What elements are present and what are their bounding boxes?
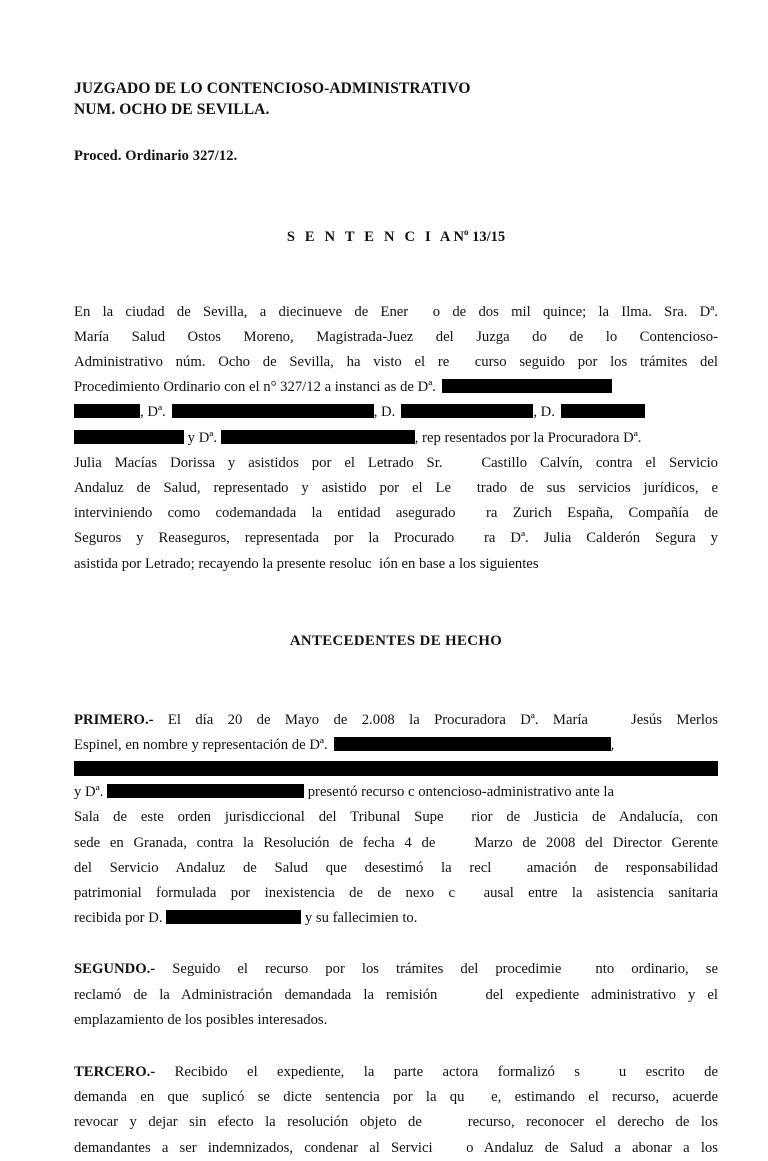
document-body [74, 0, 718, 1161]
tercero-line-1 [74, 1060, 718, 1085]
sentence-title-word: S E N T E N C I A [286, 228, 454, 245]
segundo-line-2: reclamó de la Administración demandada la remisión del expediente administrativo y el [74, 986, 718, 1003]
primero-line-1 [74, 708, 718, 733]
redaction-bar [74, 404, 140, 418]
procedure-reference: Proced. Ordinario 327/12. [74, 147, 238, 164]
primero-line-7: del Servicio Andaluz de Salud que desestimó la recl amación de responsabilidad [74, 859, 718, 876]
opening-line-9: interviniendo como codemandada la entidad asegurado ra Zurich España, Compañía de [74, 505, 718, 522]
paragraph-segundo [74, 957, 718, 1033]
tercero-lead: TERCERO.- [74, 1064, 156, 1081]
primero-line-9-tail: y su fallecimien to. [301, 910, 418, 927]
opening-line-5-seg-2: , D. [373, 404, 396, 421]
opening-line-5 [74, 400, 718, 425]
court-header [74, 78, 718, 121]
tercero-line-4: demandantes a ser indemnizados, condenar al Servici o Andaluz de Salud a abonar a los [74, 1139, 718, 1156]
opening-line-6-tail: , rep resentados por la Procuradora Dª. [414, 429, 642, 446]
opening-line-4-text: Procedimiento Ordinario con el n° 327/12 a instanci as de Dª. [74, 379, 436, 396]
primero-line-2: Espinel, en nombre y representación de Dª. , [74, 737, 615, 754]
segundo-lead: SEGUNDO.- [74, 961, 156, 978]
sentence-title [74, 227, 718, 246]
redaction-bar [107, 784, 304, 798]
segundo-line-1 [74, 957, 718, 982]
redaction-bar [172, 404, 374, 418]
opening-line-4 [74, 375, 718, 400]
opening-line-11: asistida por Letrado; recayendo la presente resoluc ión en base a los siguientes [74, 555, 539, 572]
redaction-bar [74, 430, 184, 444]
redaction-bar [166, 910, 301, 924]
primero-line-4-prefix: y Dª. [74, 784, 108, 801]
sentence-title-number-prefix: N [453, 228, 464, 245]
opening-paragraph [74, 300, 718, 577]
opening-line-6 [74, 426, 718, 451]
primero-line-5: Sala de este orden jurisdiccional del Tribunal Supe rior de Justicia de Andalucía, con [74, 809, 718, 826]
primero-line-9 [74, 906, 718, 931]
sentence-title-number: 13/15 [472, 228, 506, 245]
primero-line-2-text: Espinel, en nombre y representación de Dª. [74, 737, 328, 754]
primero-line-4-tail: presentó recurso c ontencioso-administrativo ante la [304, 784, 614, 801]
tercero-line-2: demanda en que suplicó se dicte sentencia por la qu e, estimando el recurso, acuerde [74, 1089, 718, 1106]
court-header-line-1: JUZGADO DE LO CONTENCIOSO-ADMINISTRATIVO [74, 80, 471, 97]
section-heading-antecedentes: ANTECEDENTES DE HECHO [289, 632, 503, 649]
opening-line-8: Andaluz de Salud, representado y asistido por el Le trado de sus servicios jurídicos, e [74, 480, 718, 496]
opening-line-1: En la ciudad de Sevilla, a diecinueve de Ener o de dos mil quince; la Ilma. Sra. Dª. [74, 303, 718, 320]
segundo-line-1-text: Seguido el recurso por los trámites del procedimie nto ordinario, se [155, 961, 718, 978]
court-header-line-2: NUM. OCHO DE SEVILLA. [74, 101, 270, 119]
primero-lead: PRIMERO.- [74, 711, 154, 728]
opening-line-5-seg-3: , D. [533, 404, 555, 421]
opening-line-2: María Salud Ostos Moreno, Magistrada-Juez del Juzga do de lo Contencioso- [74, 328, 718, 345]
primero-line-4 [74, 780, 718, 805]
redaction-bar-full-width [74, 761, 718, 776]
opening-line-6-seg-1: y Dª. [184, 429, 221, 446]
paragraph-tercero [74, 1060, 718, 1161]
opening-line-10: Seguros y Reaseguros, representada por la Procurado ra Dª. Julia Calderón Segura y [74, 530, 718, 547]
tercero-line-1-text: Recibido el expediente, la parte actora formalizó s u escrito de [155, 1064, 718, 1081]
primero-line-9-prefix: recibida por D. [74, 910, 167, 927]
primero-line-6: sede en Granada, contra la Resolución de fecha 4 de Marzo de 2008 del Director Gerente [74, 834, 718, 851]
primero-line-1-text: El día 20 de Mayo de 2.008 la Procuradora Dª. María Jesús Merlos [153, 711, 718, 728]
opening-line-7: Julia Macías Dorissa y asistidos por el Letrado Sr. Castillo Calvín, contra el Servicio [74, 454, 718, 471]
opening-line-3: Administrativo núm. Ocho de Sevilla, ha visto el re curso seguido por los trámites del [74, 353, 718, 370]
redaction-bar [221, 430, 415, 444]
tercero-line-3: revocar y dejar sin efecto la resolución objeto de recurso, reconocer el derecho de los [74, 1114, 718, 1131]
paragraph-primero [74, 708, 718, 932]
redaction-bar [334, 737, 611, 751]
segundo-line-3: emplazamiento de los posibles interesados. [74, 1011, 328, 1028]
redaction-bar [401, 404, 533, 418]
primero-line-8: patrimonial formulada por inexistencia de de nexo c ausal entre la asistencia sanitaria [74, 885, 718, 902]
opening-line-5-seg-1: , Dª. [140, 404, 166, 421]
sentence-title-ordinal: o [464, 226, 469, 237]
redaction-bar [442, 379, 612, 393]
redaction-bar [561, 404, 645, 418]
